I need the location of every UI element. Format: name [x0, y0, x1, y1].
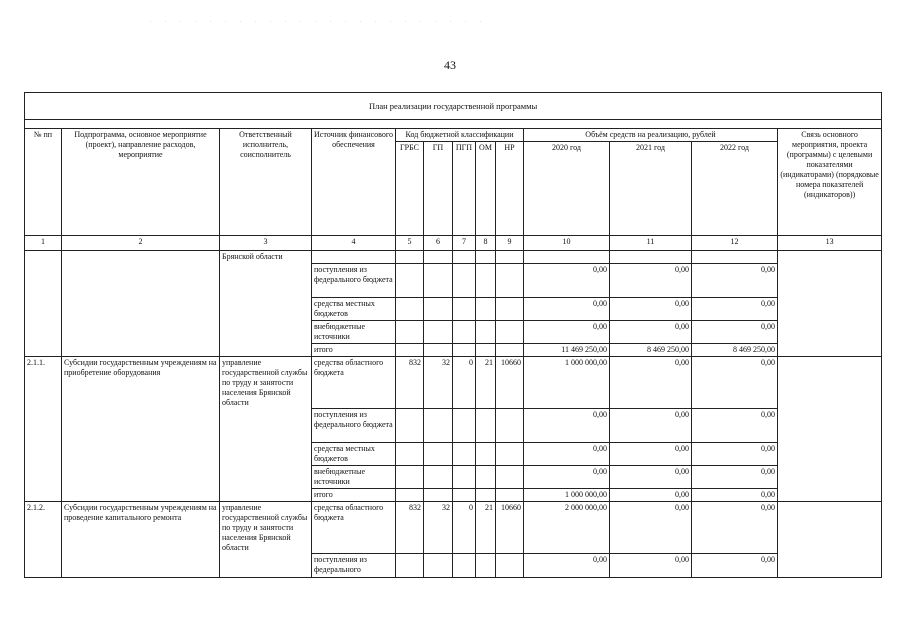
header-grbs: ГРБС: [396, 142, 424, 236]
header-budget-code: Код бюджетной классификации: [396, 129, 524, 142]
table-row: [25, 251, 882, 264]
value-2021: 0,00: [610, 466, 692, 489]
header-num: № пп: [25, 129, 62, 236]
source-cell: средства местных бюджетов: [312, 443, 396, 466]
item-name: Субсидии государственным учреждениям на проведение капитального ремонта: [62, 502, 220, 578]
value-2021: 0,00: [610, 298, 692, 321]
value-2022: 0,00: [692, 409, 778, 443]
scan-noise: . . . . . . . . . . . . . . . . . . . . . . .: [150, 18, 488, 24]
item-name: Субсидии государственным учреждениям на приобретение оборудования: [62, 357, 220, 502]
header-executor: Ответственный исполнитель, соисполнитель: [220, 129, 312, 236]
header-volume: Объём средств на реализацию, рублей: [524, 129, 778, 142]
code-nr: 10660: [496, 502, 524, 554]
header-2020: 2020 год: [524, 142, 610, 236]
code-pgp: 0: [453, 502, 476, 554]
code-nr: 10660: [496, 357, 524, 409]
source-cell: средства областного бюджета: [312, 502, 396, 554]
header-subprogram: Подпрограмма, основное мероприятие (проект), направление расходов, мероприятие: [62, 129, 220, 236]
item-number: 2.1.2.: [25, 502, 62, 578]
code-pgp: 0: [453, 357, 476, 409]
total-2022: 0,00: [692, 489, 778, 502]
value-2020: 0,00: [524, 264, 610, 298]
value-2021: 0,00: [610, 264, 692, 298]
value-2020: 1 000 000,00: [524, 357, 610, 409]
program-plan-table: [24, 92, 882, 578]
table-title-row: [25, 93, 882, 120]
code-grbs: 832: [396, 502, 424, 554]
source-cell: поступления из федерального бюджета: [312, 264, 396, 298]
header-link: Связь основного мероприятия, проекта (программы) с целевыми показателями (индикаторами) (порядковые номера показателей (индикаторов)): [778, 129, 882, 236]
column-number-row: [25, 236, 882, 251]
colnum: 4: [312, 236, 396, 251]
value-2022: 0,00: [692, 443, 778, 466]
value-2022: 0,00: [692, 264, 778, 298]
table-row: [25, 502, 882, 554]
executor-cell: Брянской области: [220, 251, 312, 357]
source-cell: итого: [312, 489, 396, 502]
colnum: 8: [476, 236, 496, 251]
colnum: 12: [692, 236, 778, 251]
code-gp: 32: [424, 357, 453, 409]
total-2022: 8 469 250,00: [692, 344, 778, 357]
source-cell: внебюджетные источники: [312, 466, 396, 489]
value-2021: 0,00: [610, 321, 692, 344]
header-om: ОМ: [476, 142, 496, 236]
source-cell: средства областного бюджета: [312, 357, 396, 409]
source-cell: внебюджетные источники: [312, 321, 396, 344]
colnum: 13: [778, 236, 882, 251]
source-cell: поступления из федерального бюджета: [312, 409, 396, 443]
header-gp: ГП: [424, 142, 453, 236]
header-nr: НР: [496, 142, 524, 236]
source-cell: поступления из федерального: [312, 554, 396, 578]
page-number: 43: [444, 58, 456, 72]
value-2020: 0,00: [524, 554, 610, 578]
executor-cell: управление государственной службы по труду и занятости населения Брянской области: [220, 357, 312, 502]
header-pgp: ПГП: [453, 142, 476, 236]
value-2022: 0,00: [692, 554, 778, 578]
table-row: [25, 357, 882, 409]
value-2020: 0,00: [524, 321, 610, 344]
total-2020: 1 000 000,00: [524, 489, 610, 502]
value-2020: 2 000 000,00: [524, 502, 610, 554]
colnum: 2: [62, 236, 220, 251]
value-2022: 0,00: [692, 502, 778, 554]
source-cell: итого: [312, 344, 396, 357]
value-2020: 0,00: [524, 298, 610, 321]
value-2022: 0,00: [692, 466, 778, 489]
code-om: 21: [476, 357, 496, 409]
value-2021: 0,00: [610, 357, 692, 409]
value-2021: 0,00: [610, 554, 692, 578]
colnum: 11: [610, 236, 692, 251]
code-om: 21: [476, 502, 496, 554]
spacer-row: [25, 120, 882, 129]
header-row-1: [25, 129, 882, 142]
value-2020: 0,00: [524, 409, 610, 443]
item-number: 2.1.1.: [25, 357, 62, 502]
total-2020: 11 469 250,00: [524, 344, 610, 357]
total-2021: 8 469 250,00: [610, 344, 692, 357]
colnum: 1: [25, 236, 62, 251]
colnum: 5: [396, 236, 424, 251]
table-title: План реализации государственной программы: [25, 93, 882, 120]
colnum: 3: [220, 236, 312, 251]
colnum: 9: [496, 236, 524, 251]
value-2020: 0,00: [524, 466, 610, 489]
value-2021: 0,00: [610, 502, 692, 554]
colnum: 10: [524, 236, 610, 251]
executor-cell: управление государственной службы по труду и занятости населения Брянской области: [220, 502, 312, 578]
value-2021: 0,00: [610, 409, 692, 443]
colnum: 7: [453, 236, 476, 251]
value-2022: 0,00: [692, 321, 778, 344]
code-gp: 32: [424, 502, 453, 554]
colnum: 6: [424, 236, 453, 251]
value-2021: 0,00: [610, 443, 692, 466]
code-grbs: 832: [396, 357, 424, 409]
header-2021: 2021 год: [610, 142, 692, 236]
header-2022: 2022 год: [692, 142, 778, 236]
value-2020: 0,00: [524, 443, 610, 466]
source-cell: средства местных бюджетов: [312, 298, 396, 321]
value-2022: 0,00: [692, 298, 778, 321]
value-2022: 0,00: [692, 357, 778, 409]
total-2021: 0,00: [610, 489, 692, 502]
header-source: Источник финансового обеспечения: [312, 129, 396, 236]
